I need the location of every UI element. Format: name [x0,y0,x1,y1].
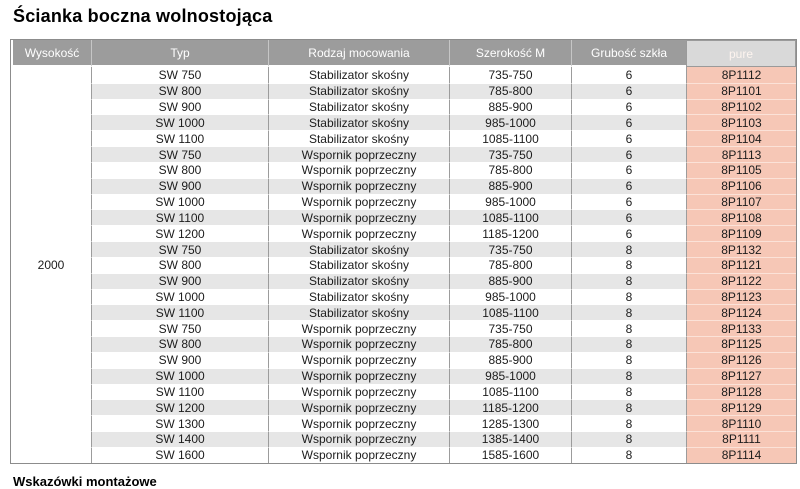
cell-grubosc: 6 [571,209,686,225]
col-header-szerokosc-m: Szerokość M [449,40,571,67]
page-title: Ścianka boczna wolnostojąca [13,6,273,26]
cell-typ: SW 1100 [91,384,268,400]
cell-szerokosc: 985-1000 [449,368,571,384]
cell-pure-code: 8P1112 [686,67,796,83]
table-row [11,336,796,352]
cell-grubosc: 6 [571,146,686,162]
cell-szerokosc: 885-900 [449,99,571,115]
cell-grubosc: 8 [571,352,686,368]
cell-pure-code: 8P1128 [686,384,796,400]
cell-pure-code: 8P1101 [686,83,796,99]
cell-typ: SW 1100 [91,130,268,146]
cell-typ: SW 900 [91,273,268,289]
footnote-clipped: Wskazówki montażowe [13,474,157,489]
cell-mocowanie: Stabilizator skośny [268,304,449,320]
cell-pure-code: 8P1106 [686,178,796,194]
cell-mocowanie: Stabilizator skośny [268,99,449,115]
cell-pure-code: 8P1126 [686,352,796,368]
cell-mocowanie: Wspornik poprzeczny [268,384,449,400]
table-row [11,225,796,241]
cell-typ: SW 750 [91,67,268,83]
cell-szerokosc: 885-900 [449,178,571,194]
cell-pure-code: 8P1125 [686,336,796,352]
cell-mocowanie: Wspornik poprzeczny [268,399,449,415]
table-row [11,209,796,225]
cell-mocowanie: Stabilizator skośny [268,273,449,289]
table-row [11,146,796,162]
table-header-row [11,40,796,67]
col-header-grubosc-szkla: Grubość szkła [571,40,686,67]
cell-typ: SW 800 [91,257,268,273]
cell-grubosc: 8 [571,415,686,431]
cell-typ: SW 1600 [91,447,268,463]
cell-szerokosc: 1085-1100 [449,130,571,146]
cell-grubosc: 6 [571,114,686,130]
cell-pure-code: 8P1102 [686,99,796,115]
table-row [11,114,796,130]
cell-szerokosc: 885-900 [449,352,571,368]
cell-mocowanie: Stabilizator skośny [268,83,449,99]
cell-grubosc: 6 [571,194,686,210]
table-row [11,399,796,415]
table-row [11,384,796,400]
cell-grubosc: 8 [571,431,686,447]
cell-grubosc: 6 [571,83,686,99]
cell-pure-code: 8P1129 [686,399,796,415]
product-table [10,39,797,464]
col-header-pure: pure [686,40,796,67]
cell-grubosc: 6 [571,99,686,115]
cell-grubosc: 8 [571,336,686,352]
cell-szerokosc: 1285-1300 [449,415,571,431]
cell-mocowanie: Wspornik poprzeczny [268,162,449,178]
cell-typ: SW 1000 [91,114,268,130]
cell-pure-code: 8P1105 [686,162,796,178]
cell-typ: SW 1300 [91,415,268,431]
table-row [11,320,796,336]
cell-mocowanie: Wspornik poprzeczny [268,447,449,463]
cell-szerokosc: 1085-1100 [449,209,571,225]
cell-szerokosc: 785-800 [449,257,571,273]
cell-pure-code: 8P1132 [686,241,796,257]
cell-typ: SW 1200 [91,225,268,241]
cell-typ: SW 800 [91,162,268,178]
cell-mocowanie: Wspornik poprzeczny [268,352,449,368]
cell-grubosc: 6 [571,162,686,178]
cell-mocowanie: Wspornik poprzeczny [268,146,449,162]
cell-mocowanie: Wspornik poprzeczny [268,178,449,194]
cell-grubosc: 8 [571,384,686,400]
table-row [11,431,796,447]
cell-szerokosc: 885-900 [449,273,571,289]
cell-pure-code: 8P1108 [686,209,796,225]
table-row [11,368,796,384]
table-row [11,130,796,146]
cell-pure-code: 8P1103 [686,114,796,130]
cell-mocowanie: Stabilizator skośny [268,130,449,146]
cell-szerokosc: 735-750 [449,67,571,83]
col-header-rodzaj-mocowania: Rodzaj mocowania [268,40,449,67]
cell-grubosc: 8 [571,320,686,336]
table-row [11,304,796,320]
table-row [11,352,796,368]
cell-szerokosc: 1385-1400 [449,431,571,447]
cell-grubosc: 8 [571,447,686,463]
table-row [11,194,796,210]
cell-szerokosc: 1585-1600 [449,447,571,463]
table-row [11,447,796,463]
cell-typ: SW 1000 [91,289,268,305]
cell-mocowanie: Stabilizator skośny [268,289,449,305]
cell-pure-code: 8P1110 [686,415,796,431]
cell-pure-code: 8P1107 [686,194,796,210]
cell-szerokosc: 735-750 [449,320,571,336]
cell-mocowanie: Wspornik poprzeczny [268,209,449,225]
table-row [11,67,796,83]
col-header-typ: Typ [91,40,268,67]
cell-pure-code: 8P1109 [686,225,796,241]
cell-typ: SW 750 [91,146,268,162]
cell-typ: SW 900 [91,352,268,368]
cell-typ: SW 1000 [91,194,268,210]
cell-grubosc: 8 [571,241,686,257]
col-header-wysokosc: Wysokość [11,40,91,67]
table-row [11,83,796,99]
cell-grubosc: 8 [571,399,686,415]
cell-typ: SW 1000 [91,368,268,384]
cell-pure-code: 8P1114 [686,447,796,463]
cell-szerokosc: 1185-1200 [449,399,571,415]
table-row [11,241,796,257]
cell-szerokosc: 785-800 [449,83,571,99]
cell-pure-code: 8P1123 [686,289,796,305]
table-row [11,162,796,178]
cell-mocowanie: Stabilizator skośny [268,241,449,257]
cell-szerokosc: 985-1000 [449,194,571,210]
cell-typ: SW 900 [91,99,268,115]
cell-mocowanie: Wspornik poprzeczny [268,225,449,241]
cell-pure-code: 8P1127 [686,368,796,384]
cell-typ: SW 750 [91,320,268,336]
cell-mocowanie: Stabilizator skośny [268,257,449,273]
cell-mocowanie: Wspornik poprzeczny [268,320,449,336]
table-row [11,273,796,289]
cell-szerokosc: 785-800 [449,336,571,352]
cell-typ: SW 800 [91,83,268,99]
cell-grubosc: 8 [571,289,686,305]
cell-mocowanie: Stabilizator skośny [268,114,449,130]
cell-grubosc: 8 [571,257,686,273]
cell-grubosc: 6 [571,225,686,241]
cell-grubosc: 6 [571,130,686,146]
cell-grubosc: 6 [571,178,686,194]
cell-mocowanie: Wspornik poprzeczny [268,431,449,447]
cell-szerokosc: 735-750 [449,241,571,257]
cell-typ: SW 1100 [91,209,268,225]
table-row [11,99,796,115]
cell-typ: SW 1100 [91,304,268,320]
cell-typ: SW 1200 [91,399,268,415]
cell-pure-code: 8P1121 [686,257,796,273]
cell-pure-code: 8P1133 [686,320,796,336]
cell-grubosc: 8 [571,273,686,289]
cell-typ: SW 1400 [91,431,268,447]
cell-szerokosc: 1185-1200 [449,225,571,241]
cell-pure-code: 8P1111 [686,431,796,447]
height-merged-cell: 2000 [11,67,91,463]
cell-pure-code: 8P1124 [686,304,796,320]
cell-typ: SW 900 [91,178,268,194]
cell-mocowanie: Wspornik poprzeczny [268,336,449,352]
cell-grubosc: 6 [571,67,686,83]
cell-szerokosc: 1085-1100 [449,384,571,400]
cell-mocowanie: Stabilizator skośny [268,67,449,83]
cell-szerokosc: 985-1000 [449,114,571,130]
table-row [11,289,796,305]
cell-szerokosc: 1085-1100 [449,304,571,320]
cell-szerokosc: 985-1000 [449,289,571,305]
cell-szerokosc: 785-800 [449,162,571,178]
cell-pure-code: 8P1113 [686,146,796,162]
cell-typ: SW 800 [91,336,268,352]
cell-mocowanie: Wspornik poprzeczny [268,194,449,210]
cell-typ: SW 750 [91,241,268,257]
cell-pure-code: 8P1122 [686,273,796,289]
table-row [11,178,796,194]
cell-grubosc: 8 [571,304,686,320]
cell-mocowanie: Wspornik poprzeczny [268,415,449,431]
table-row [11,257,796,273]
cell-mocowanie: Wspornik poprzeczny [268,368,449,384]
cell-pure-code: 8P1104 [686,130,796,146]
table-row [11,415,796,431]
cell-szerokosc: 735-750 [449,146,571,162]
cell-grubosc: 8 [571,368,686,384]
